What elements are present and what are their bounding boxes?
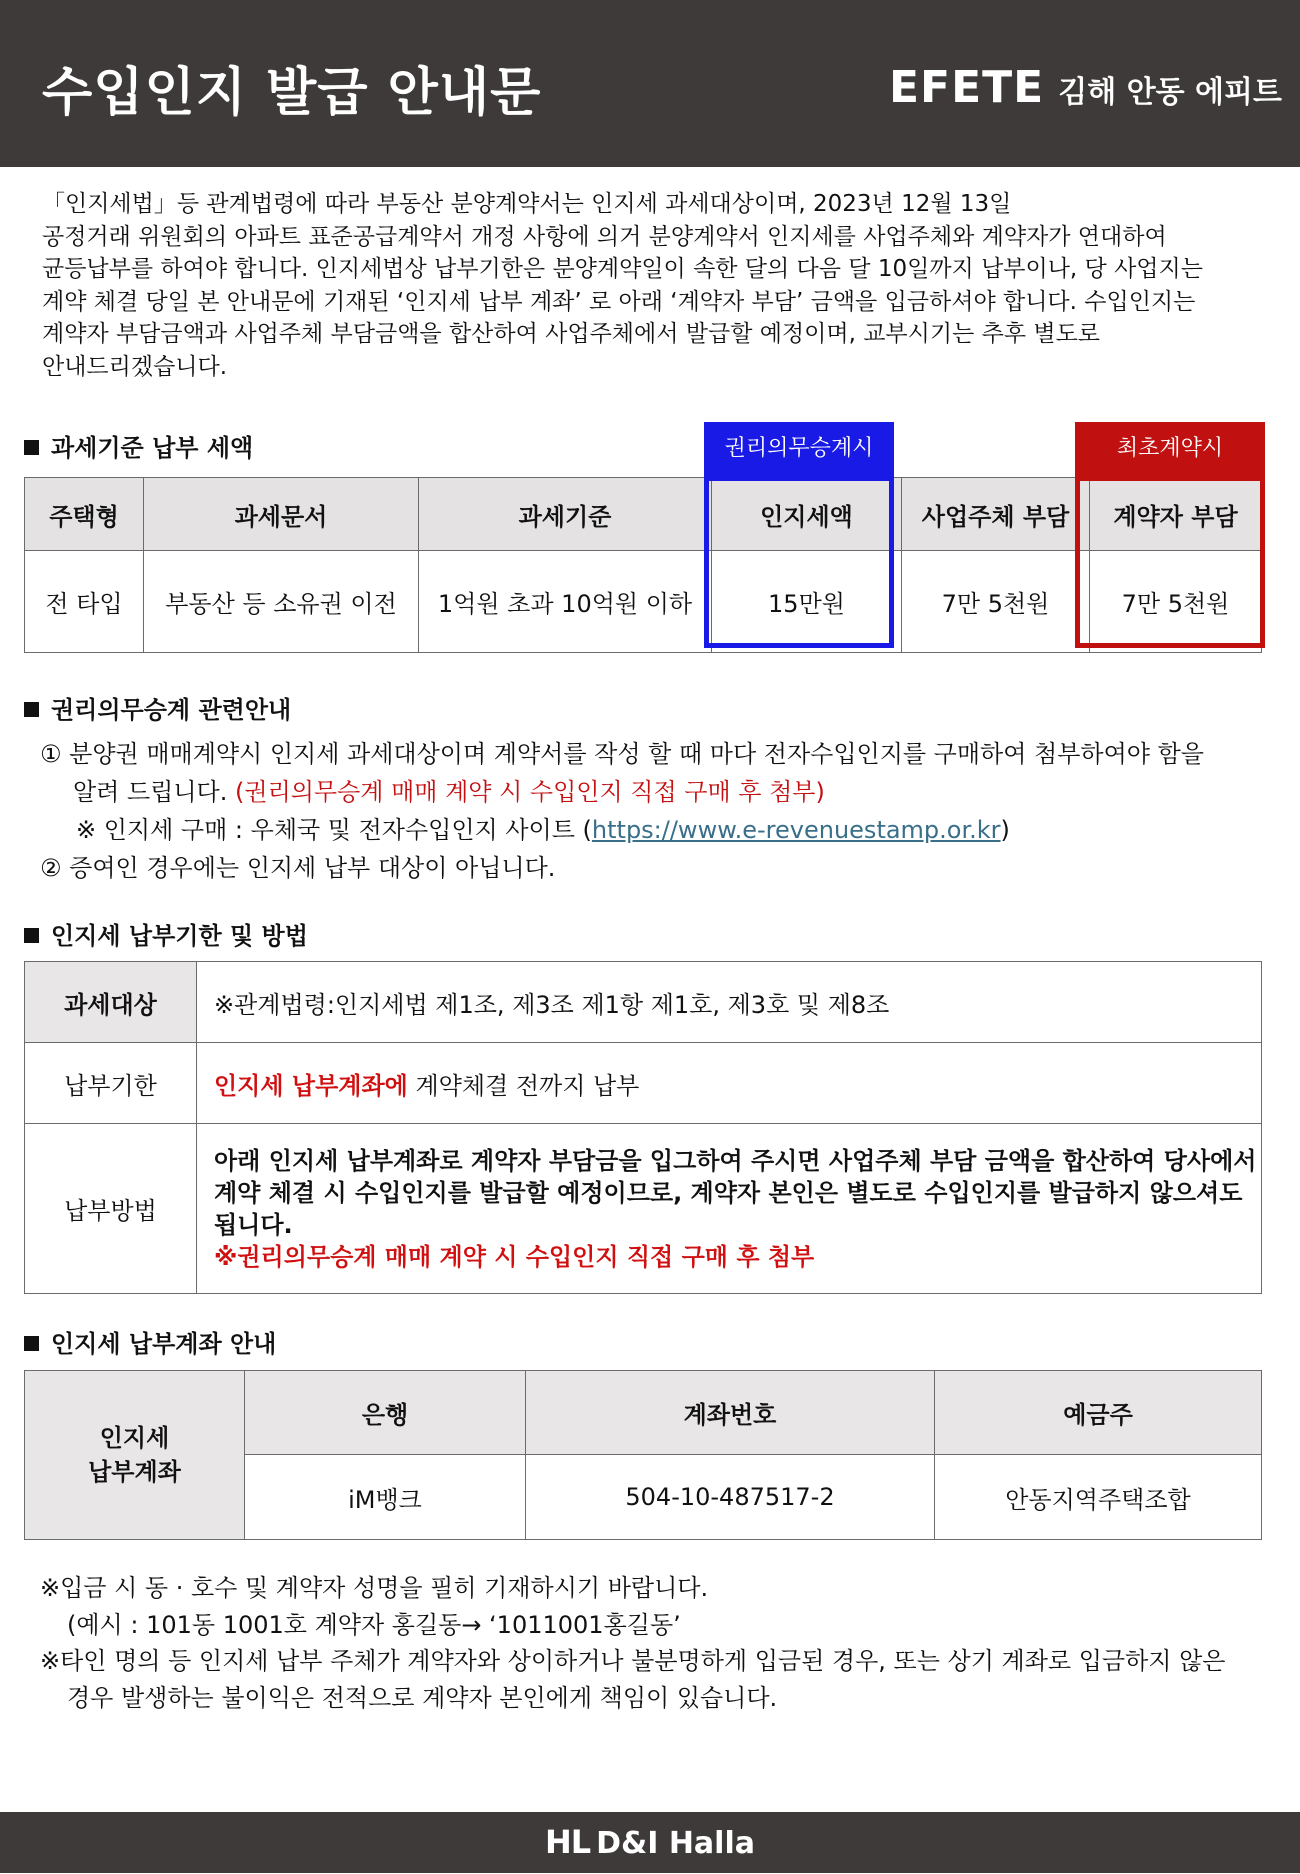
section-heading-text: 과세기준 납부 세액 xyxy=(51,434,254,462)
highlight-box-blue xyxy=(704,476,894,648)
purchase-note-text: ※ 인지세 구매 : 우체국 및 전자수입인지 사이트 ( xyxy=(76,816,592,844)
row-value: ※관계법령:인지세법 제1조, 제3조 제1항 제1호, 제3호 및 제8조 xyxy=(197,962,1262,1043)
table-cell: 1억원 초과 10억원 이하 xyxy=(419,551,712,653)
page-title: 수입인지 발급 안내문 xyxy=(42,63,542,123)
square-bullet-icon xyxy=(24,928,39,943)
row-value xyxy=(197,1124,1262,1294)
section-heading-text: 권리의무승계 관련안내 xyxy=(51,696,292,724)
method-line: 아래 인지세 납부계좌로 계약자 부담금을 입그하여 주시면 사업주체 부담 금액을 합산하여 당사에서 xyxy=(214,1146,1257,1175)
method-line: 계약 체결 시 수입인지를 발급할 예정이므로, 계약자 본인은 별도로 수입인지를 발급하지 않으셔도 xyxy=(214,1178,1243,1207)
col-header: 사업주체 부담 xyxy=(902,478,1090,551)
col-header: 인지세액 xyxy=(712,478,902,551)
section-heading-text: 인지세 납부계좌 안내 xyxy=(51,1330,277,1358)
method-line: 됩니다. xyxy=(214,1210,293,1239)
section-heading-deadline xyxy=(24,916,308,951)
square-bullet-icon xyxy=(24,440,39,455)
tag-initial-contract: 최초계약시 xyxy=(1075,422,1265,476)
rights-info xyxy=(40,735,1270,887)
row-label: 과세대상 xyxy=(25,962,197,1043)
side-label-line: 납부계좌 xyxy=(88,1458,181,1486)
side-label-line: 인지세 xyxy=(99,1424,170,1452)
notes xyxy=(40,1570,1275,1716)
table-row xyxy=(25,1124,1262,1294)
table-cell: 전 타입 xyxy=(25,551,144,653)
square-bullet-icon xyxy=(24,1336,39,1351)
row-value-red: 인지세 납부계좌에 xyxy=(214,1071,408,1100)
table-row xyxy=(25,1043,1262,1124)
section-heading-tax-base xyxy=(24,428,253,463)
payment-method-table xyxy=(24,961,1262,1294)
table-cell: iM뱅크 xyxy=(245,1455,526,1540)
rights-item-2: ② 증여인 경우에는 인지세 납부 대상이 아닙니다. xyxy=(40,854,556,882)
table-header-row xyxy=(25,1371,1262,1455)
col-header: 은행 xyxy=(245,1371,526,1455)
rights-item-1: ① 분양권 매매계약시 인지세 과세대상이며 계약서를 작성 할 때 마다 전자수입인지를 구매하여 첨부하여야 함을 xyxy=(40,740,1204,768)
col-header: 예금주 xyxy=(935,1371,1262,1455)
note-line: 경우 발생하는 불이익은 전적으로 계약자 본인에게 책임이 있습니다. xyxy=(67,1683,778,1712)
table-cell: 15만원 xyxy=(712,551,902,653)
purchase-note-suffix: ) xyxy=(1000,816,1010,844)
row-label: 납부기한 xyxy=(25,1043,197,1124)
table-row xyxy=(25,962,1262,1043)
account-side-label xyxy=(25,1371,245,1540)
table-cell: 7만 5천원 xyxy=(902,551,1090,653)
intro-line: 계약자 부담금액과 사업주체 부담금액을 합산하여 사업주체에서 발급할 예정이며, 교부시기는 추후 별도로 xyxy=(42,321,1101,347)
section-heading-account xyxy=(24,1324,276,1359)
note-line: ※타인 명의 등 인지세 납부 주체가 계약자와 상이하거나 불분명하게 입금된 경우, 또는 상기 계좌로 입금하지 않은 xyxy=(40,1647,1226,1675)
col-header: 계약자 부담 xyxy=(1090,478,1262,551)
brand-logo xyxy=(889,62,1282,113)
intro-line: 공정거래 위원회의 아파트 표준공급계약서 개정 사항에 의거 분양계약서 인지세를 사업주체와 계약자가 연대하여 xyxy=(42,223,1167,250)
row-value xyxy=(197,1043,1262,1124)
section-heading-text: 인지세 납부기한 및 방법 xyxy=(51,922,308,950)
note-line: ※입금 시 동 · 호수 및 계약자 성명을 필히 기재하시기 바랍니다. xyxy=(40,1574,709,1602)
col-header: 과세기준 xyxy=(419,478,712,551)
col-header: 과세문서 xyxy=(144,478,419,551)
highlight-box-red xyxy=(1075,476,1265,648)
square-bullet-icon xyxy=(24,702,39,717)
row-label: 납부방법 xyxy=(25,1124,197,1294)
table-cell: 부동산 등 소유권 이전 xyxy=(144,551,419,653)
footer-brand: D&I Halla xyxy=(596,1826,755,1861)
col-header: 주택형 xyxy=(25,478,144,551)
rights-item-1-red: (권리의무승계 매매 계약 시 수입인지 직접 구매 후 첨부) xyxy=(235,778,825,806)
brand-main: EFETE xyxy=(889,62,1045,113)
intro-paragraph xyxy=(42,188,1267,383)
rights-item-1-text: 알려 드립니다. xyxy=(73,778,228,806)
account-table xyxy=(24,1370,1262,1540)
page-footer xyxy=(0,1812,1300,1873)
tag-rights-succession: 권리의무승계시 xyxy=(704,422,894,476)
hl-logo-mark: HL xyxy=(544,1823,591,1861)
intro-line: 균등납부를 하여야 합니다. 인지세법상 납부기한은 분양계약일이 속한 달의 다음 달 10일까지 납부이나, 당 사업지는 xyxy=(42,256,1203,282)
intro-line: 계약 체결 당일 본 안내문에 기재된 ‘인지세 납부 계좌’ 로 아래 ‘계약자 부담’ 금액을 입금하셔야 합니다. 수입인지는 xyxy=(42,288,1196,315)
note-line: (예시 : 101동 1001호 계약자 홍길동→ ‘1011001홍길동’ xyxy=(67,1610,681,1639)
method-line-red: ※권리의무승계 매매 계약 시 수입인지 직접 구매 후 첨부 xyxy=(214,1242,815,1271)
purchase-note xyxy=(40,811,1270,849)
intro-line: 안내드리겠습니다. xyxy=(42,353,228,380)
page-header xyxy=(0,0,1300,167)
col-header: 계좌번호 xyxy=(526,1371,935,1455)
intro-line: 「인지세법」등 관계법령에 따라 부동산 분양계약서는 인지세 과세대상이며, 2023년 12월 13일 xyxy=(42,191,1012,217)
row-value-text: 계약체결 전까지 납부 xyxy=(407,1071,640,1100)
table-cell: 504-10-487517-2 xyxy=(526,1455,935,1540)
table-cell: 7만 5천원 xyxy=(1090,551,1262,653)
table-cell: 안동지역주택조합 xyxy=(935,1455,1262,1540)
revenue-stamp-link[interactable]: https://www.e-revenuestamp.or.kr xyxy=(591,816,1001,844)
brand-sub: 김해 안동 에피트 xyxy=(1058,75,1282,110)
rights-item-1-cont xyxy=(40,773,1270,811)
section-heading-rights xyxy=(24,690,291,725)
